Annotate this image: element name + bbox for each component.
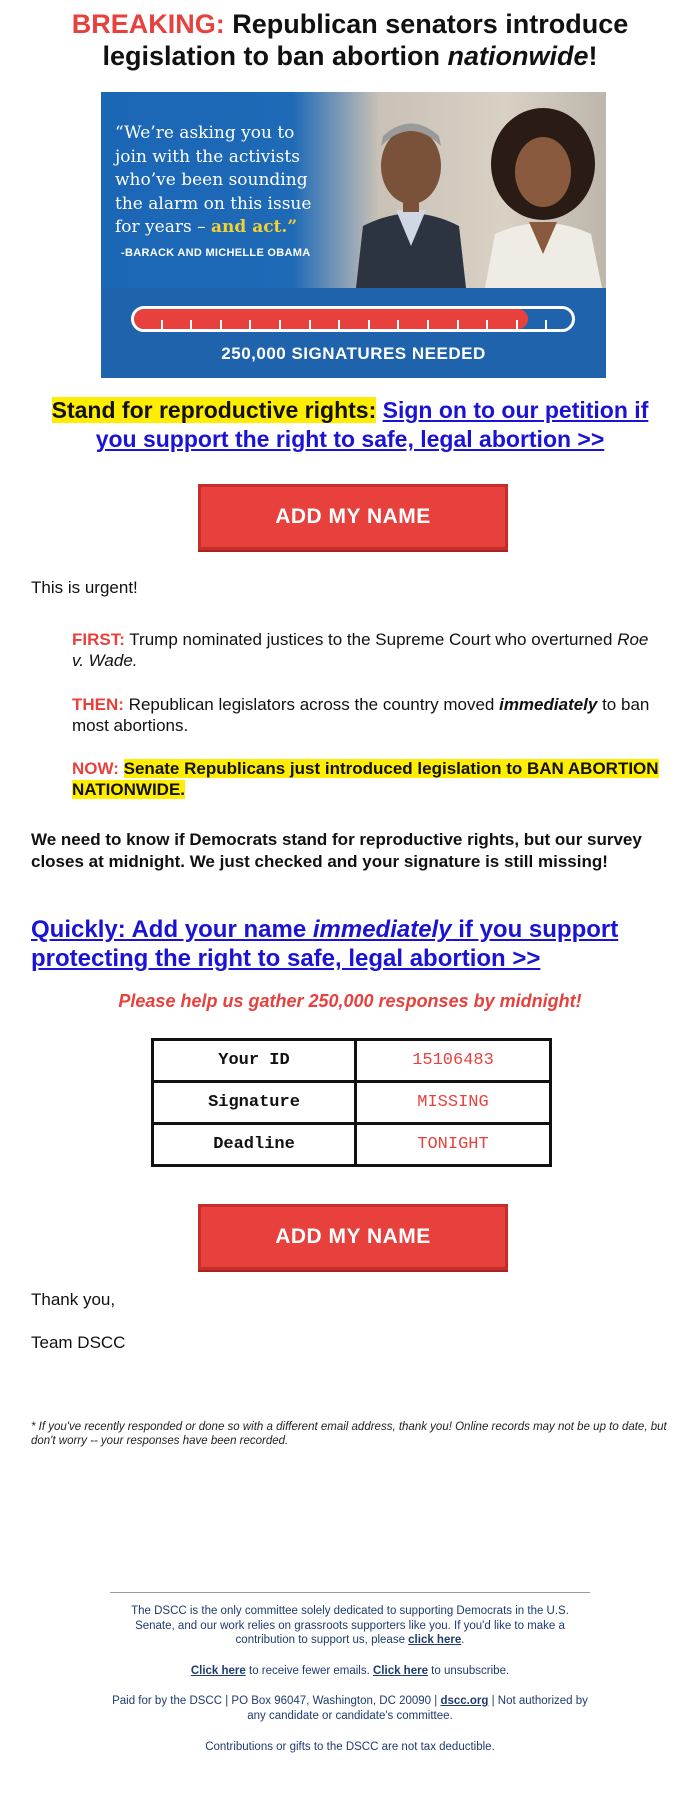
headline-emphasis: nationwide xyxy=(447,41,589,71)
footer-about-text: The DSCC is the only committee solely dedicated to supporting Democrats in the U.S. Senate, and our work relies on grassroots supporters like you. If you'd like to make a contribution to support us, please xyxy=(131,1605,569,1646)
table-row xyxy=(153,1082,551,1124)
quick-add-name-link[interactable] xyxy=(31,916,618,972)
progress-tick xyxy=(516,320,518,332)
paid-for-text-end: | Not authorized by any candidate or candidate's committee. xyxy=(247,1695,588,1722)
table-key: Your ID xyxy=(153,1040,356,1082)
breaking-label: BREAKING: xyxy=(71,9,225,39)
footnote: * If you've recently responded or done so with a different email address, thank you! Online records may not be up to date, but don't worry -- your responses have been recorded. xyxy=(31,1421,667,1447)
hero-quote xyxy=(115,122,325,240)
petition-link[interactable]: Sign on to our petition if you support the right to safe, legal abortion >> xyxy=(95,397,649,452)
first-item xyxy=(72,629,662,671)
quick-cta xyxy=(31,915,671,973)
man-portrait-icon xyxy=(351,106,471,288)
table-value: 15106483 xyxy=(356,1040,551,1082)
progress-tick xyxy=(457,320,459,332)
unsubscribe-text: to unsubscribe. xyxy=(427,1665,510,1677)
progress-tick xyxy=(545,320,547,332)
paid-for-text: Paid for by the DSCC | PO Box 96047, Washington, DC 20090 | xyxy=(112,1695,441,1707)
footer-email-prefs xyxy=(110,1664,590,1679)
progress-tick xyxy=(486,320,488,332)
footer-about-end: . xyxy=(461,1634,465,1646)
help-goal-text: Please help us gather 250,000 responses by midnight! xyxy=(118,991,582,1011)
hero-quote-text: “We’re asking you to join with the activists who’ve been sounding the alarm on this issue for years – xyxy=(115,123,312,237)
headline-end: ! xyxy=(588,41,598,71)
footer-paid-for xyxy=(110,1694,590,1723)
survey-notice: We need to know if Democrats stand for reproductive rights, but our survey closes at midnight. We just checked and your signature is still missing! xyxy=(31,830,642,871)
quick-link-text-end[interactable]: if you support protecting the right to safe, legal abortion >> xyxy=(31,916,619,972)
then-text-end: to ban most abortions. xyxy=(72,695,650,735)
urgent-text: This is urgent! xyxy=(31,578,138,597)
dscc-site-link[interactable]: dscc.org xyxy=(440,1695,489,1707)
footer-tax-note: Contributions or gifts to the DSCC are not tax deductible. xyxy=(205,1741,495,1753)
then-emphasis: immediately xyxy=(499,695,598,714)
petition-cta xyxy=(38,396,662,454)
progress-tick xyxy=(309,320,311,332)
table-value: TONIGHT xyxy=(356,1124,551,1166)
woman-portrait-icon xyxy=(481,104,606,288)
table-row xyxy=(153,1040,551,1082)
then-item xyxy=(72,694,662,736)
now-text: Senate Republicans just introduced legislation to BAN ABORTION NATIONWIDE. xyxy=(72,759,659,799)
hero-attribution: -BARACK AND MICHELLE OBAMA xyxy=(121,247,311,259)
first-label: FIRST: xyxy=(72,630,125,649)
fewer-emails-text: to receive fewer emails. xyxy=(245,1665,373,1677)
table-key: Signature xyxy=(153,1082,356,1124)
progress-tick xyxy=(220,320,222,332)
thanks-text: Thank you, xyxy=(31,1290,116,1309)
then-label: THEN: xyxy=(72,695,124,714)
table-value: MISSING xyxy=(356,1082,551,1124)
team-signature: Team DSCC xyxy=(31,1333,126,1352)
quick-link-emphasis[interactable]: immediately xyxy=(312,916,452,943)
case-name: Roe v. Wade. xyxy=(72,630,649,670)
fewer-emails-link[interactable]: Click here xyxy=(190,1665,246,1677)
headline xyxy=(40,8,660,72)
hero-quote-highlight: and act.” xyxy=(211,217,298,237)
now-item xyxy=(72,758,662,800)
signatures-needed: 250,000 SIGNATURES NEEDED xyxy=(221,344,486,363)
then-text: Republican legislators across the country moved xyxy=(123,695,500,714)
progress-tick xyxy=(279,320,281,332)
progress-tick xyxy=(161,320,163,332)
headline-text: Republican senators introduce legislation to ban abortion xyxy=(102,9,629,71)
donate-link[interactable]: click here xyxy=(408,1634,462,1646)
status-table xyxy=(151,1038,552,1167)
progress-tick xyxy=(427,320,429,332)
progress-tick xyxy=(249,320,251,332)
progress-tick xyxy=(368,320,370,332)
table-key: Deadline xyxy=(153,1124,356,1166)
hero-image[interactable] xyxy=(101,92,606,378)
table-row xyxy=(153,1124,551,1166)
unsubscribe-link[interactable]: Click here xyxy=(373,1665,428,1677)
quick-link-text[interactable]: Quickly: Add your name xyxy=(31,916,313,943)
add-my-name-button[interactable]: ADD MY NAME xyxy=(198,484,508,550)
first-text: Trump nominated justices to the Supreme Court who overturned xyxy=(124,630,618,649)
progress-ticks xyxy=(131,320,575,334)
progress-tick xyxy=(338,320,340,332)
footer-about xyxy=(110,1604,590,1648)
now-label: NOW: xyxy=(72,759,119,778)
progress-tick xyxy=(190,320,192,332)
add-my-name-button-bottom[interactable]: ADD MY NAME xyxy=(198,1204,508,1270)
cta-highlight: Stand for reproductive rights: xyxy=(51,397,377,423)
progress-tick xyxy=(397,320,399,332)
footer-divider xyxy=(110,1592,590,1593)
